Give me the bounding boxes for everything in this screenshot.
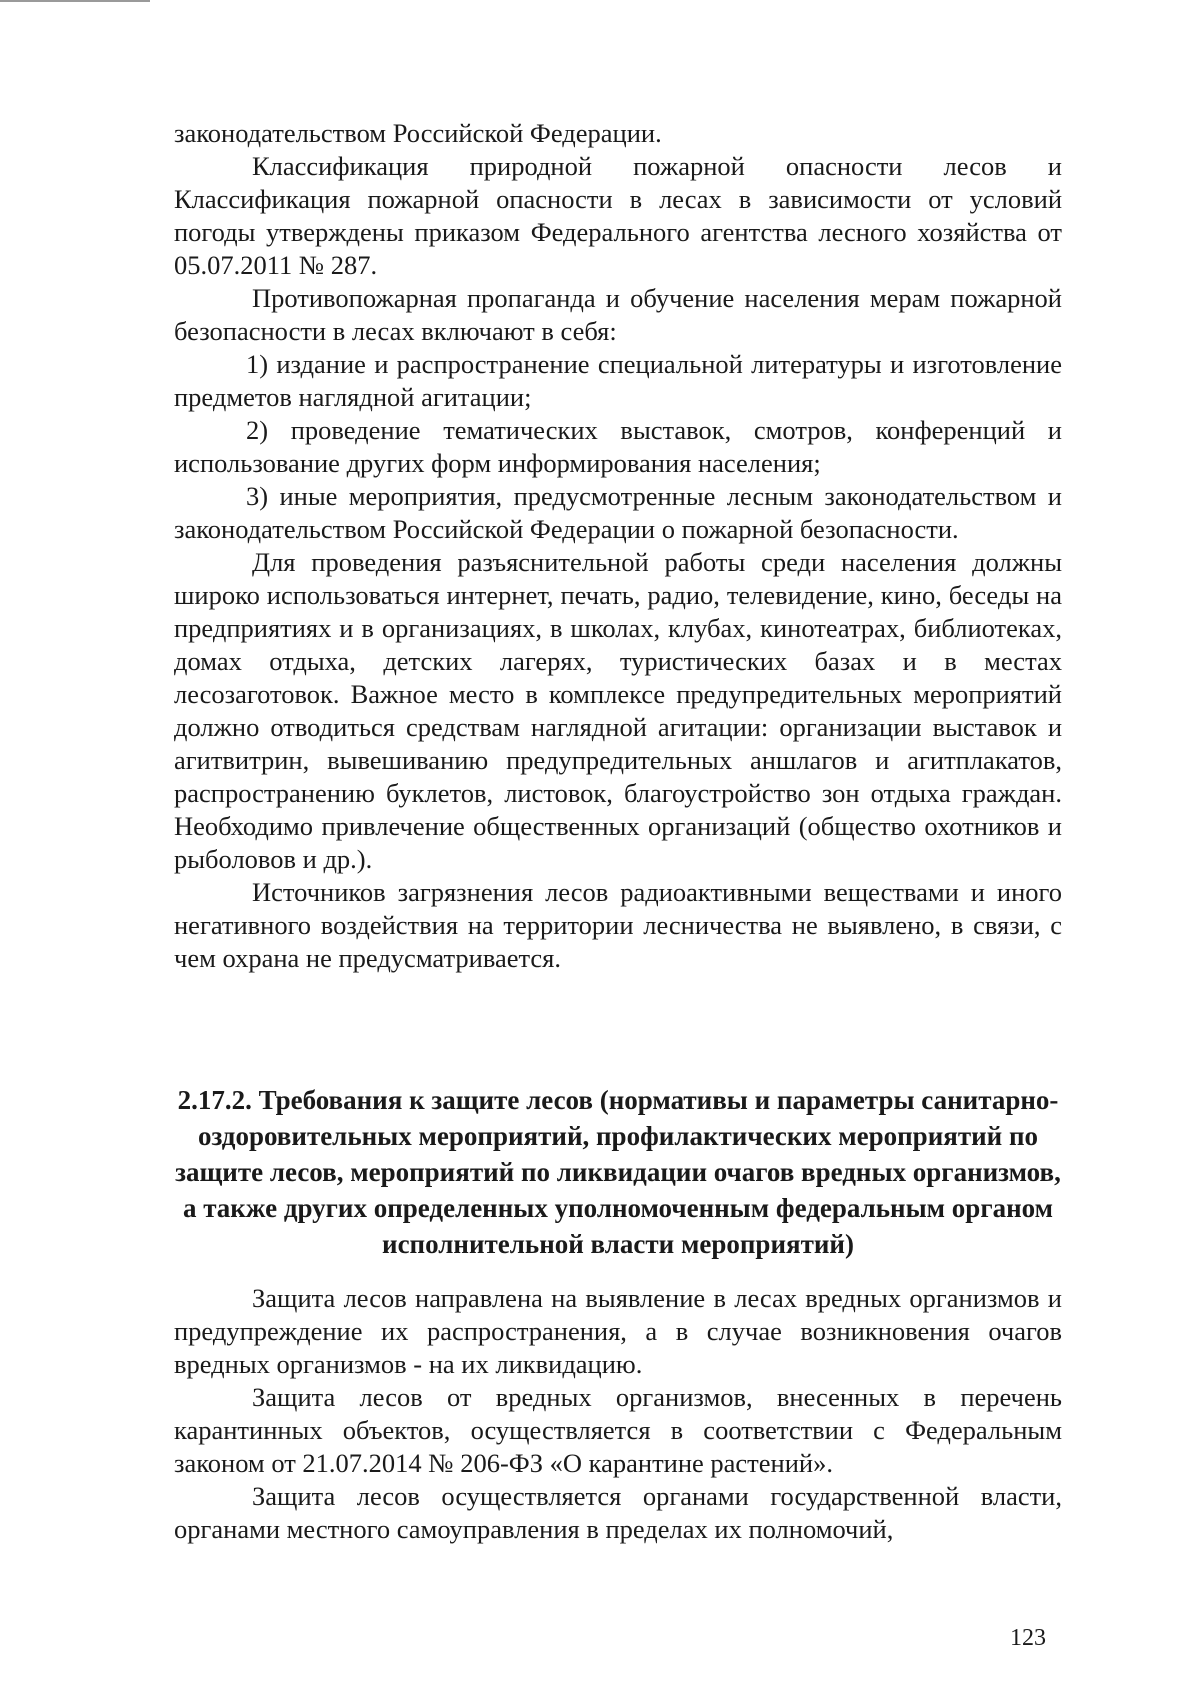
section-heading: 2.17.2. Требования к защите лесов (нормативы и параметры санитарно-оздоровительных мероприятий, профилактических мероприятий по защите лесов, мероприятий по ликвидации очагов вредных организмов, а также других определенных уполномоченным федеральным органом исполнительной власти мероприятий): [175, 1085, 1061, 1259]
page-number: 123: [1010, 1625, 1046, 1651]
text-block-top: [174, 117, 1062, 975]
list-item-2: 2) проведение тематических выставок, смотров, конференций и использование других форм информирования населения;: [174, 415, 1062, 478]
paragraph-classification: Классификация природной пожарной опасности лесов и Классификация пожарной опасности в лесах в зависимости от условий погоды утверждены приказом Федерального агентства лесного хозяйства от 05.07.2011 № 287.: [174, 151, 1062, 280]
paragraph-continuation: законодательством Российской Федерации.: [174, 118, 662, 148]
list-item-3: 3) иные мероприятия, предусмотренные лесным законодательством и законодательством Российской Федерации о пожарной безопасности.: [174, 481, 1062, 544]
paragraph-outreach: Для проведения разъяснительной работы среди населения должны широко использоваться интернет, печать, радио, телевидение, кино, беседы на предприятиях и в организациях, в школах, клубах, кинотеатрах, библиотеках, домах отдыха, детских лагерях, туристических базах и в местах лесозаготовок. Важное место в комплексе предупредительных мероприятий должно отводиться средствам наглядной агитации: организации выставок и агитвитрин, вывешиванию предупредительных аншлагов и агитплакатов, распространению буклетов, листовок, благоустройство зон отдыха граждан. Необходимо привлечение общественных организаций (общество охотников и рыболовов и др.).: [174, 547, 1062, 874]
paragraph-authorities: Защита лесов осуществляется органами государственной власти, органами местного самоуправления в пределах их полномочий,: [174, 1481, 1062, 1544]
paragraph-propaganda: Противопожарная пропаганда и обучение населения мерам пожарной безопасности в лесах включают в себя:: [174, 283, 1062, 346]
paragraph-protection-goal: Защита лесов направлена на выявление в лесах вредных организмов и предупреждение их распространения, а в случае возникновения очагов вредных организмов - на их ликвидацию.: [174, 1283, 1062, 1379]
paragraph-quarantine: Защита лесов от вредных организмов, внесенных в перечень карантинных объектов, осуществляется в соответствии с Федеральным законом от 21.07.2014 № 206-ФЗ «О карантине растений».: [174, 1382, 1062, 1478]
paragraph-radioactive: Источников загрязнения лесов радиоактивными веществами и иного негативного воздействия на территории лесничества не выявлено, в связи, с чем охрана не предусматривается.: [174, 877, 1062, 973]
text-block-bottom: [174, 1282, 1062, 1546]
scan-edge-line: [0, 0, 150, 2]
list-item-1: 1) издание и распространение специальной литературы и изготовление предметов наглядной агитации;: [174, 349, 1062, 412]
